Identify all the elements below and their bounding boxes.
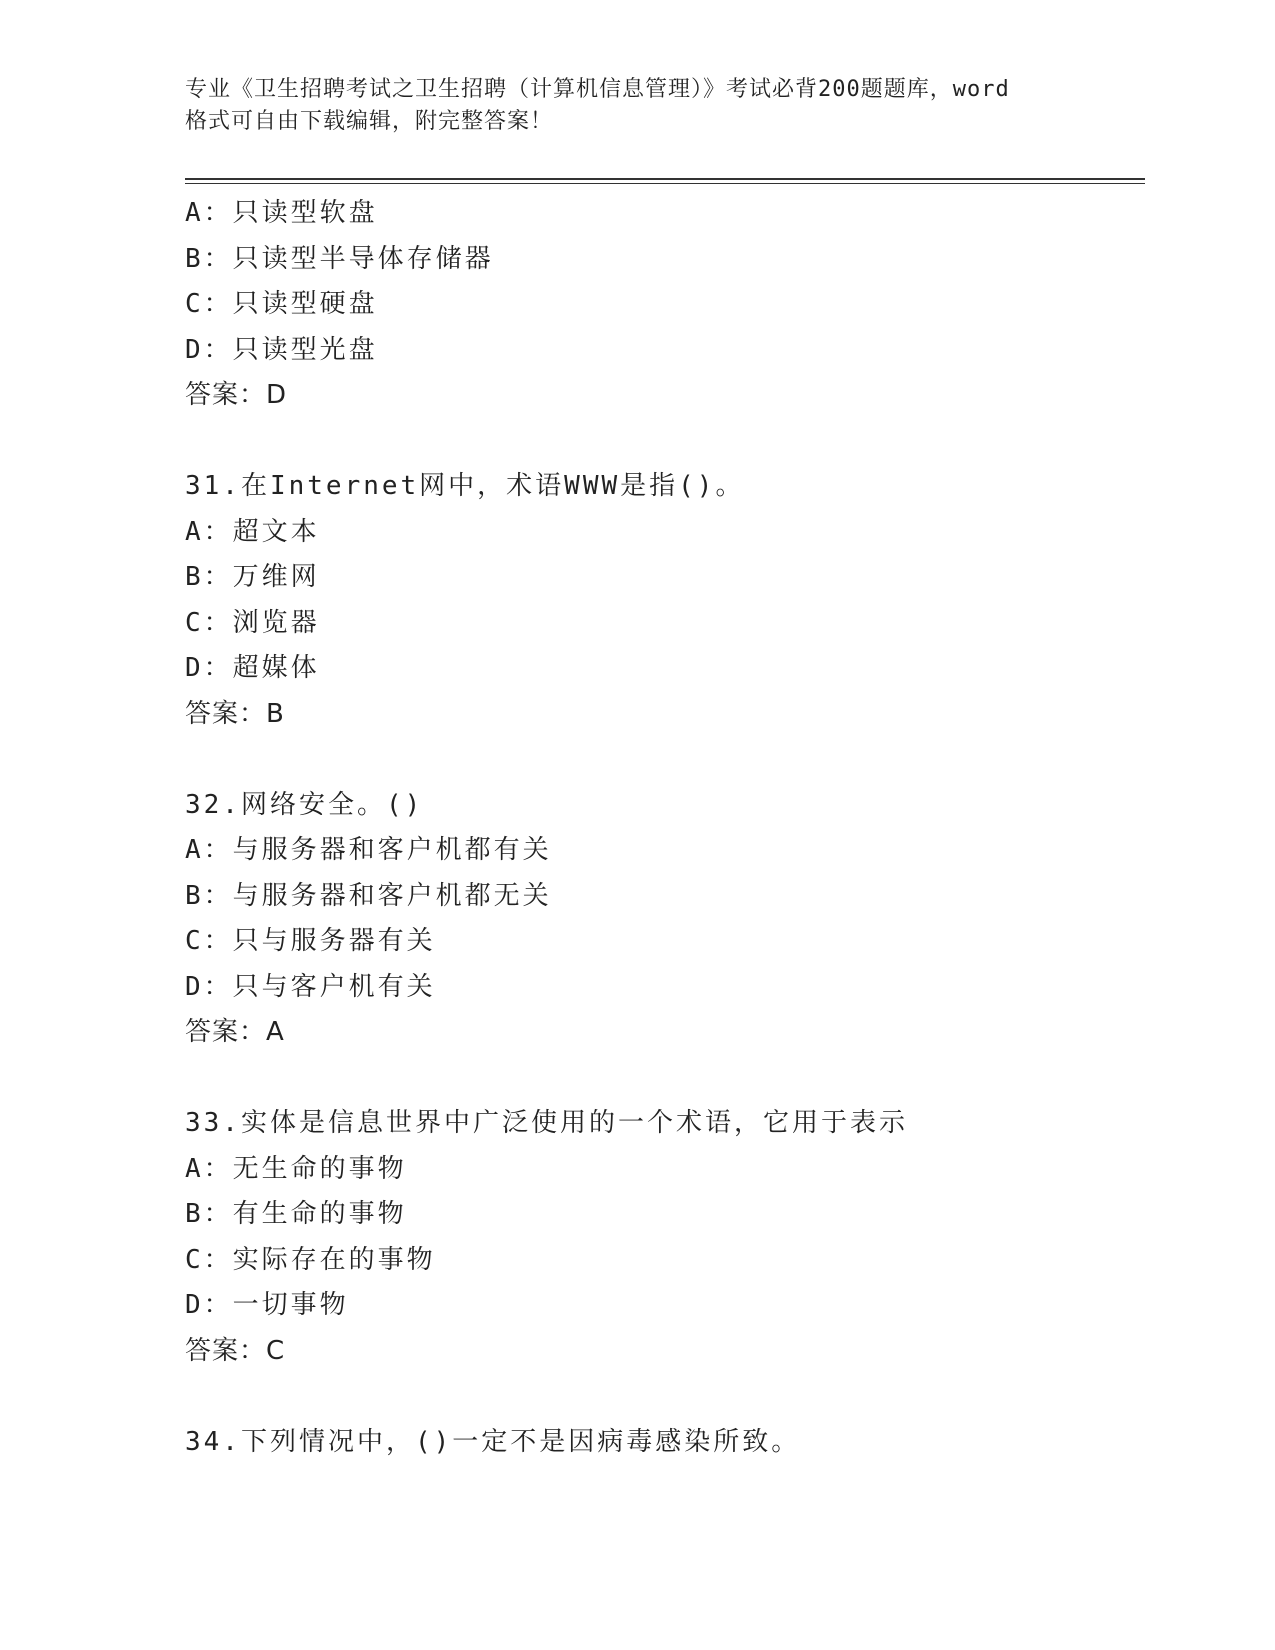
question-text: 34.下列情况中，()一定不是因病毒感染所致。 (185, 1426, 801, 1457)
option-a: A：与服务器和客户机都有关 (185, 835, 552, 865)
option-d: D：一切事物 (185, 1290, 349, 1320)
header-divider (185, 178, 1145, 184)
option-b: B：与服务器和客户机都无关 (185, 880, 552, 911)
option-c: C：浏览器 (185, 607, 320, 638)
spacer (185, 1056, 1145, 1102)
option-b: B：万维网 (185, 562, 320, 592)
question-33 (185, 1101, 1145, 1374)
option-c: C：只与服务器有关 (185, 926, 436, 956)
option-a: A：只读型软盘 (185, 198, 378, 228)
spacer (185, 1374, 1145, 1420)
spacer (185, 419, 1145, 465)
answer-line: 答案：C (185, 1335, 286, 1366)
option-c: C：实际存在的事物 (185, 1244, 436, 1275)
question-30 (185, 191, 1145, 419)
option-a: A：超文本 (185, 516, 320, 547)
question-34 (185, 1420, 1145, 1466)
question-text: 32.网络安全。() (185, 789, 424, 820)
document-header (185, 74, 1085, 138)
question-text: 31.在Internet网中，术语WWW是指()。 (185, 471, 745, 501)
question-list (185, 191, 1145, 1465)
question-31 (185, 464, 1145, 737)
option-d: D：只读型光盘 (185, 334, 378, 365)
option-b: B：有生命的事物 (185, 1199, 407, 1229)
header-line-1: 专业《卫生招聘考试之卫生招聘（计算机信息管理）》考试必背200题题库，word (185, 77, 1010, 102)
spacer (185, 737, 1145, 783)
answer-line: 答案：B (185, 698, 285, 729)
option-a: A：无生命的事物 (185, 1153, 407, 1184)
option-d: D：只与客户机有关 (185, 971, 436, 1002)
answer-line: 答案：D (185, 380, 288, 410)
header-line-2: 格式可自由下载编辑，附完整答案！ (185, 109, 554, 134)
option-c: C：只读型硬盘 (185, 289, 378, 319)
answer-line: 答案：A (185, 1017, 285, 1047)
question-32 (185, 783, 1145, 1056)
question-text: 33.实体是信息世界中广泛使用的一个术语，它用于表示 (185, 1108, 908, 1138)
option-d: D：超媒体 (185, 653, 320, 683)
option-b: B：只读型半导体存储器 (185, 243, 494, 274)
